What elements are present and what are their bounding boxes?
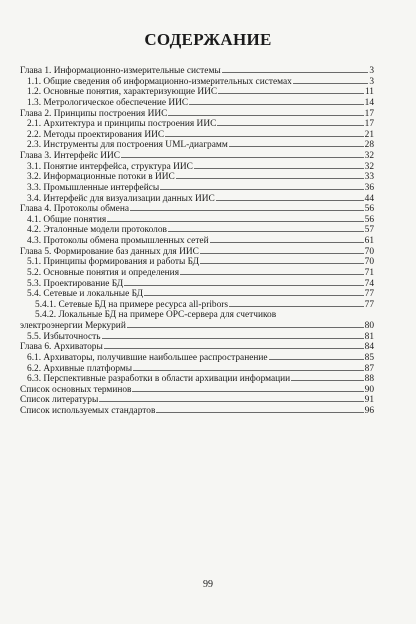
dot-leader <box>216 199 364 201</box>
toc-entry-title: 2.3. Инструменты для построения UML-диаграмм <box>27 140 228 151</box>
toc-title: СОДЕРЖАНИЕ <box>144 30 272 49</box>
toc-entry-title: 3.1. Понятие интерфейса, структура ИИС <box>27 161 193 172</box>
toc-entry-page: 80 <box>364 321 374 331</box>
toc-entry-title: 3.3. Промышленные интерфейсы <box>27 182 160 193</box>
toc-entry-title: 6.2. Архивные платформы <box>27 363 133 374</box>
toc-entry <box>20 257 374 268</box>
toc-entry-page: 44 <box>364 193 374 204</box>
toc-entry <box>20 374 374 385</box>
toc-entry <box>20 395 374 406</box>
toc-entry-title: 1.1. Общие сведения об информационно-измерительных системах <box>27 76 292 87</box>
toc-entry-page: 17 <box>364 108 374 119</box>
toc-entry-page: 56 <box>364 214 374 225</box>
toc-entry <box>20 204 374 215</box>
table-of-contents <box>20 66 374 417</box>
toc-entry <box>20 236 374 247</box>
toc-entry-title: Список литературы <box>20 395 99 406</box>
dot-leader <box>104 347 364 349</box>
toc-entry-page: 14 <box>364 97 374 108</box>
toc-entry <box>20 279 374 290</box>
toc-entry-page: 3 <box>369 76 374 87</box>
toc-entry-page: 77 <box>364 289 374 300</box>
toc-entry-title: Список основных терминов <box>20 384 132 395</box>
toc-entry-title: 5.4.2. Локальные БД на примере OPC-сервера для счетчиков <box>35 310 277 321</box>
toc-entry-title: 4.1. Общие понятия <box>27 214 107 225</box>
toc-entry-page: 28 <box>364 140 374 151</box>
toc-entry-title: 5.4.1. Сетевые БД на примере ресурса all-pribors <box>35 299 229 310</box>
dot-leader <box>144 294 364 296</box>
toc-entry <box>20 87 374 98</box>
dot-leader <box>156 411 363 413</box>
toc-entry-page: 36 <box>364 182 374 193</box>
toc-entry-title: 2.2. Методы проектирования ИИС <box>27 129 165 140</box>
toc-entry <box>20 353 374 364</box>
toc-entry-title: 2.1. Архитектура и принципы построения ИИС <box>27 119 217 130</box>
toc-entry-title: 5.2. Основные понятия и определения <box>27 267 180 278</box>
toc-entry-page: 3 <box>369 66 374 76</box>
dot-leader <box>107 220 363 222</box>
dot-leader <box>229 305 364 307</box>
toc-entry <box>20 194 374 205</box>
toc-entry-title: 5.3. Проектирование БД <box>27 278 124 289</box>
toc-entry <box>20 289 374 300</box>
toc-entry <box>20 225 374 236</box>
toc-entry-page: 84 <box>364 342 374 353</box>
toc-entry-title: 5.4. Сетевые и локальные БД <box>27 289 144 300</box>
toc-entry-title: Список используемых стандартов <box>20 406 156 416</box>
toc-entry <box>20 151 374 162</box>
dot-leader <box>130 209 364 211</box>
toc-entry-title: 4.2. Эталонные модели протоколов <box>27 225 167 236</box>
dot-leader <box>160 188 363 190</box>
dot-leader <box>168 114 363 116</box>
toc-entry-title: 6.1. Архиваторы, получившие наибольшее распространение <box>27 352 268 363</box>
toc-entry-title: 5.5. Избыточность <box>27 331 101 342</box>
toc-entry <box>20 332 374 343</box>
toc-entry <box>20 162 374 173</box>
toc-entry <box>20 310 374 321</box>
toc-entry <box>20 247 374 258</box>
toc-entry-page: 32 <box>364 161 374 172</box>
dot-leader <box>102 337 364 339</box>
dot-leader <box>210 241 364 243</box>
toc-entry-title: Глава 6. Архиваторы <box>20 342 103 353</box>
toc-entry <box>20 140 374 151</box>
toc-entry-page: 17 <box>364 119 374 130</box>
toc-entry-page: 56 <box>364 204 374 215</box>
toc-entry <box>20 66 374 77</box>
toc-entry-page: 81 <box>364 331 374 342</box>
dot-leader <box>222 71 369 73</box>
dot-leader <box>121 156 364 158</box>
toc-entry-page: 74 <box>364 278 374 289</box>
toc-entry <box>20 183 374 194</box>
toc-entry-page: 61 <box>364 236 374 246</box>
dot-leader <box>165 135 364 137</box>
toc-entry-page: 96 <box>364 406 374 416</box>
toc-entry-title: 3.2. Информационные потоки в ИИС <box>27 172 175 183</box>
toc-entry-page: 11 <box>364 87 374 98</box>
toc-entry <box>20 385 374 396</box>
toc-entry-title: 1.2. Основные понятия, характеризующие ИИС <box>27 87 218 98</box>
toc-entry-page: 70 <box>364 246 374 257</box>
page-number: 99 <box>203 579 213 590</box>
dot-leader <box>291 379 363 381</box>
dot-leader <box>127 326 364 328</box>
dot-leader <box>168 230 364 232</box>
toc-entry-title: 5.1. Принципы формирования и работы БД <box>27 257 200 268</box>
toc-entry-page: 57 <box>364 225 374 236</box>
dot-leader <box>194 167 364 169</box>
toc-entry <box>20 77 374 88</box>
dot-leader <box>200 252 364 254</box>
toc-entry-title: Глава 5. Формирование баз данных для ИИС <box>20 246 199 257</box>
toc-entry <box>20 172 374 183</box>
toc-entry-page: 85 <box>364 352 374 363</box>
toc-entry-page: 21 <box>364 129 374 140</box>
toc-entry-page: 77 <box>364 299 374 310</box>
toc-entry-title: 4.3. Протоколы обмена промышленных сетей <box>27 236 209 246</box>
toc-entry <box>20 98 374 109</box>
toc-entry <box>20 300 374 311</box>
toc-entry <box>20 406 374 417</box>
toc-entry-page: 70 <box>364 257 374 268</box>
toc-entry <box>20 119 374 130</box>
toc-entry-title: 3.4. Интерфейс для визуализации данных ИИС <box>27 193 215 204</box>
dot-leader <box>218 92 364 94</box>
toc-entry-title: 6.3. Перспективные разработки в области архивации информации <box>27 374 291 385</box>
toc-entry-page: 87 <box>364 363 374 374</box>
toc-entry <box>20 130 374 141</box>
toc-entry <box>20 109 374 120</box>
toc-entry-title: Глава 1. Информационно-измерительные системы <box>20 66 221 76</box>
toc-entry-title: Глава 4. Протоколы обмена <box>20 204 130 215</box>
toc-entry <box>20 342 374 353</box>
dot-leader <box>176 177 364 179</box>
toc-entry-title: Глава 3. Интерфейс ИИС <box>20 151 121 161</box>
toc-entry-title: электроэнергии Меркурий <box>20 321 126 331</box>
toc-entry-page: 32 <box>364 151 374 161</box>
toc-entry-title: 1.3. Метрологическое обеспечение ИИС <box>27 97 189 108</box>
toc-entry <box>20 268 374 279</box>
dot-leader <box>229 145 364 147</box>
toc-entry-page: 90 <box>364 384 374 395</box>
dot-leader <box>133 369 364 371</box>
toc-entry-page: 91 <box>364 395 374 406</box>
toc-entry-page: 88 <box>364 374 374 385</box>
dot-leader <box>293 82 368 84</box>
dot-leader <box>180 273 364 275</box>
toc-entry-page: 33 <box>364 172 374 183</box>
dot-leader <box>124 284 363 286</box>
toc-entry-title: Глава 2. Принципы построения ИИС <box>20 108 168 119</box>
dot-leader <box>217 124 363 126</box>
toc-entry <box>20 215 374 226</box>
dot-leader <box>132 390 363 392</box>
toc-entry <box>20 321 374 332</box>
dot-leader <box>200 262 364 264</box>
toc-entry <box>20 364 374 375</box>
dot-leader <box>99 400 363 402</box>
dot-leader <box>269 358 364 360</box>
toc-entry-page: 71 <box>364 267 374 278</box>
dot-leader <box>189 103 363 105</box>
